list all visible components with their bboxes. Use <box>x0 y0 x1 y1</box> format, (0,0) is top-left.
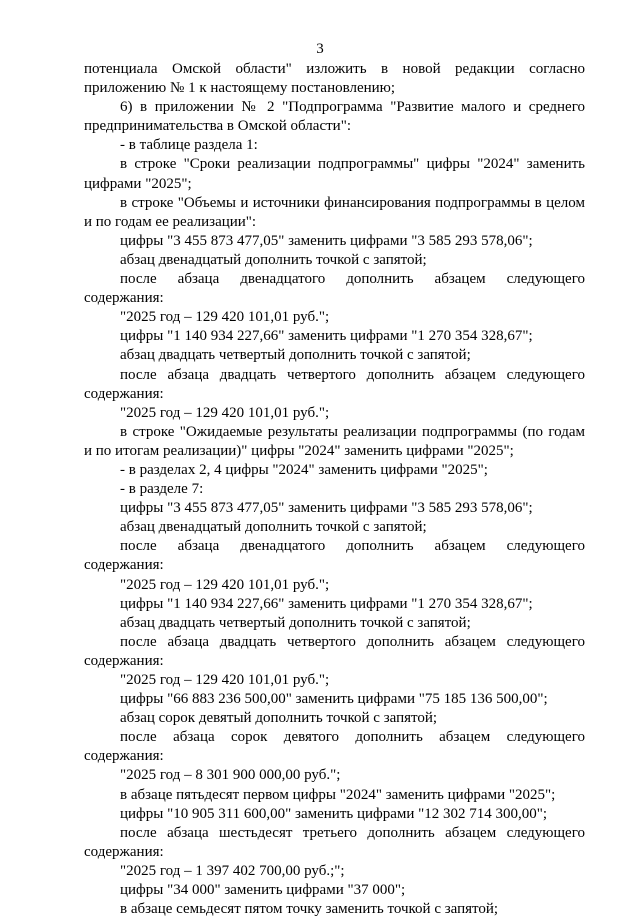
text-line: после абзаца двенадцатого дополнить абзацем следующего <box>120 271 585 288</box>
text-line: в абзаце пятьдесят первом цифры "2024" заменить цифрами "2025"; <box>120 786 556 803</box>
text-line: абзац двадцать четвертый дополнить точкой с запятой; <box>120 614 471 631</box>
text-line: содержания: <box>84 652 164 669</box>
text-line: и по годам ее реализации": <box>84 213 257 230</box>
text-line: содержания: <box>84 557 164 574</box>
page-number: 3 <box>316 41 324 57</box>
text-line: после абзаца двенадцатого дополнить абзацем следующего <box>120 538 585 555</box>
text-line: цифры "34 000" заменить цифрами "37 000"; <box>120 882 406 899</box>
text-line: предпринимательства в Омской области": <box>84 118 351 135</box>
text-line: приложению № 1 к настоящему постановлению; <box>84 80 396 97</box>
text-line: "2025 год – 129 420 101,01 руб."; <box>120 404 330 421</box>
text-line: "2025 год – 129 420 101,01 руб."; <box>120 309 330 326</box>
text-line: - в таблице раздела 1: <box>120 137 258 154</box>
text-line: цифры "3 455 873 477,05" заменить цифрами "3 585 293 578,06"; <box>120 500 533 517</box>
text-line: и по итогам реализации)" цифры "2024" заменить цифрами "2025"; <box>84 442 514 459</box>
text-line: содержания: <box>84 843 164 860</box>
text-line: абзац двенадцатый дополнить точкой с запятой; <box>120 251 427 268</box>
document-body <box>84 60 585 919</box>
text-line: содержания: <box>84 748 164 765</box>
text-line: цифры "1 140 934 227,66" заменить цифрами "1 270 354 328,67"; <box>120 595 533 612</box>
text-line: в строке "Ожидаемые результаты реализации подпрограммы (по годам <box>120 423 585 440</box>
text-line: абзац сорок девятый дополнить точкой с запятой; <box>120 710 438 727</box>
text-line: "2025 год – 1 397 402 700,00 руб.;"; <box>120 862 345 879</box>
text-line: после абзаца сорок девятого дополнить абзацем следующего <box>120 729 585 746</box>
text-line: в абзаце семьдесят пятом точку заменить точкой с запятой; <box>120 901 499 918</box>
text-line: "2025 год – 129 420 101,01 руб."; <box>120 576 330 593</box>
text-line: после абзаца двадцать четвертого дополнить абзацем следующего <box>120 633 585 650</box>
text-line: содержания: <box>84 290 164 307</box>
text-line: цифры "10 905 311 600,00" заменить цифрами "12 302 714 300,00"; <box>120 805 548 822</box>
text-line: абзац двадцать четвертый дополнить точкой с запятой; <box>120 347 471 364</box>
text-line: 6) в приложении № 2 "Подпрограмма "Развитие малого и среднего <box>120 99 585 116</box>
text-line: цифры "66 883 236 500,00" заменить цифрами "75 185 136 500,00"; <box>120 691 548 708</box>
text-line: абзац двенадцатый дополнить точкой с запятой; <box>120 519 427 536</box>
text-line: "2025 год – 129 420 101,01 руб."; <box>120 672 330 688</box>
text-line: в строке "Сроки реализации подпрограммы" цифры "2024" заменить <box>120 156 585 173</box>
text-line: цифры "3 455 873 477,05" заменить цифрами "3 585 293 578,06"; <box>120 232 533 249</box>
text-line: потенциала Омской области" изложить в новой редакции согласно <box>84 61 585 77</box>
text-line: цифры "1 140 934 227,66" заменить цифрами "1 270 354 328,67"; <box>120 328 533 345</box>
text-line: после абзаца двадцать четвертого дополнить абзацем следующего <box>120 366 585 383</box>
text-line: содержания: <box>84 385 164 402</box>
text-line: - в разделах 2, 4 цифры "2024" заменить цифрами "2025"; <box>120 461 488 478</box>
text-line: "2025 год – 8 301 900 000,00 руб."; <box>120 767 341 784</box>
text-line: в строке "Объемы и источники финансирования подпрограммы в целом <box>120 194 585 211</box>
text-line: цифрами "2025"; <box>84 175 192 192</box>
text-line: после абзаца шестьдесят третьего дополнить абзацем следующего <box>120 824 585 841</box>
text-line: - в разделе 7: <box>120 481 204 498</box>
